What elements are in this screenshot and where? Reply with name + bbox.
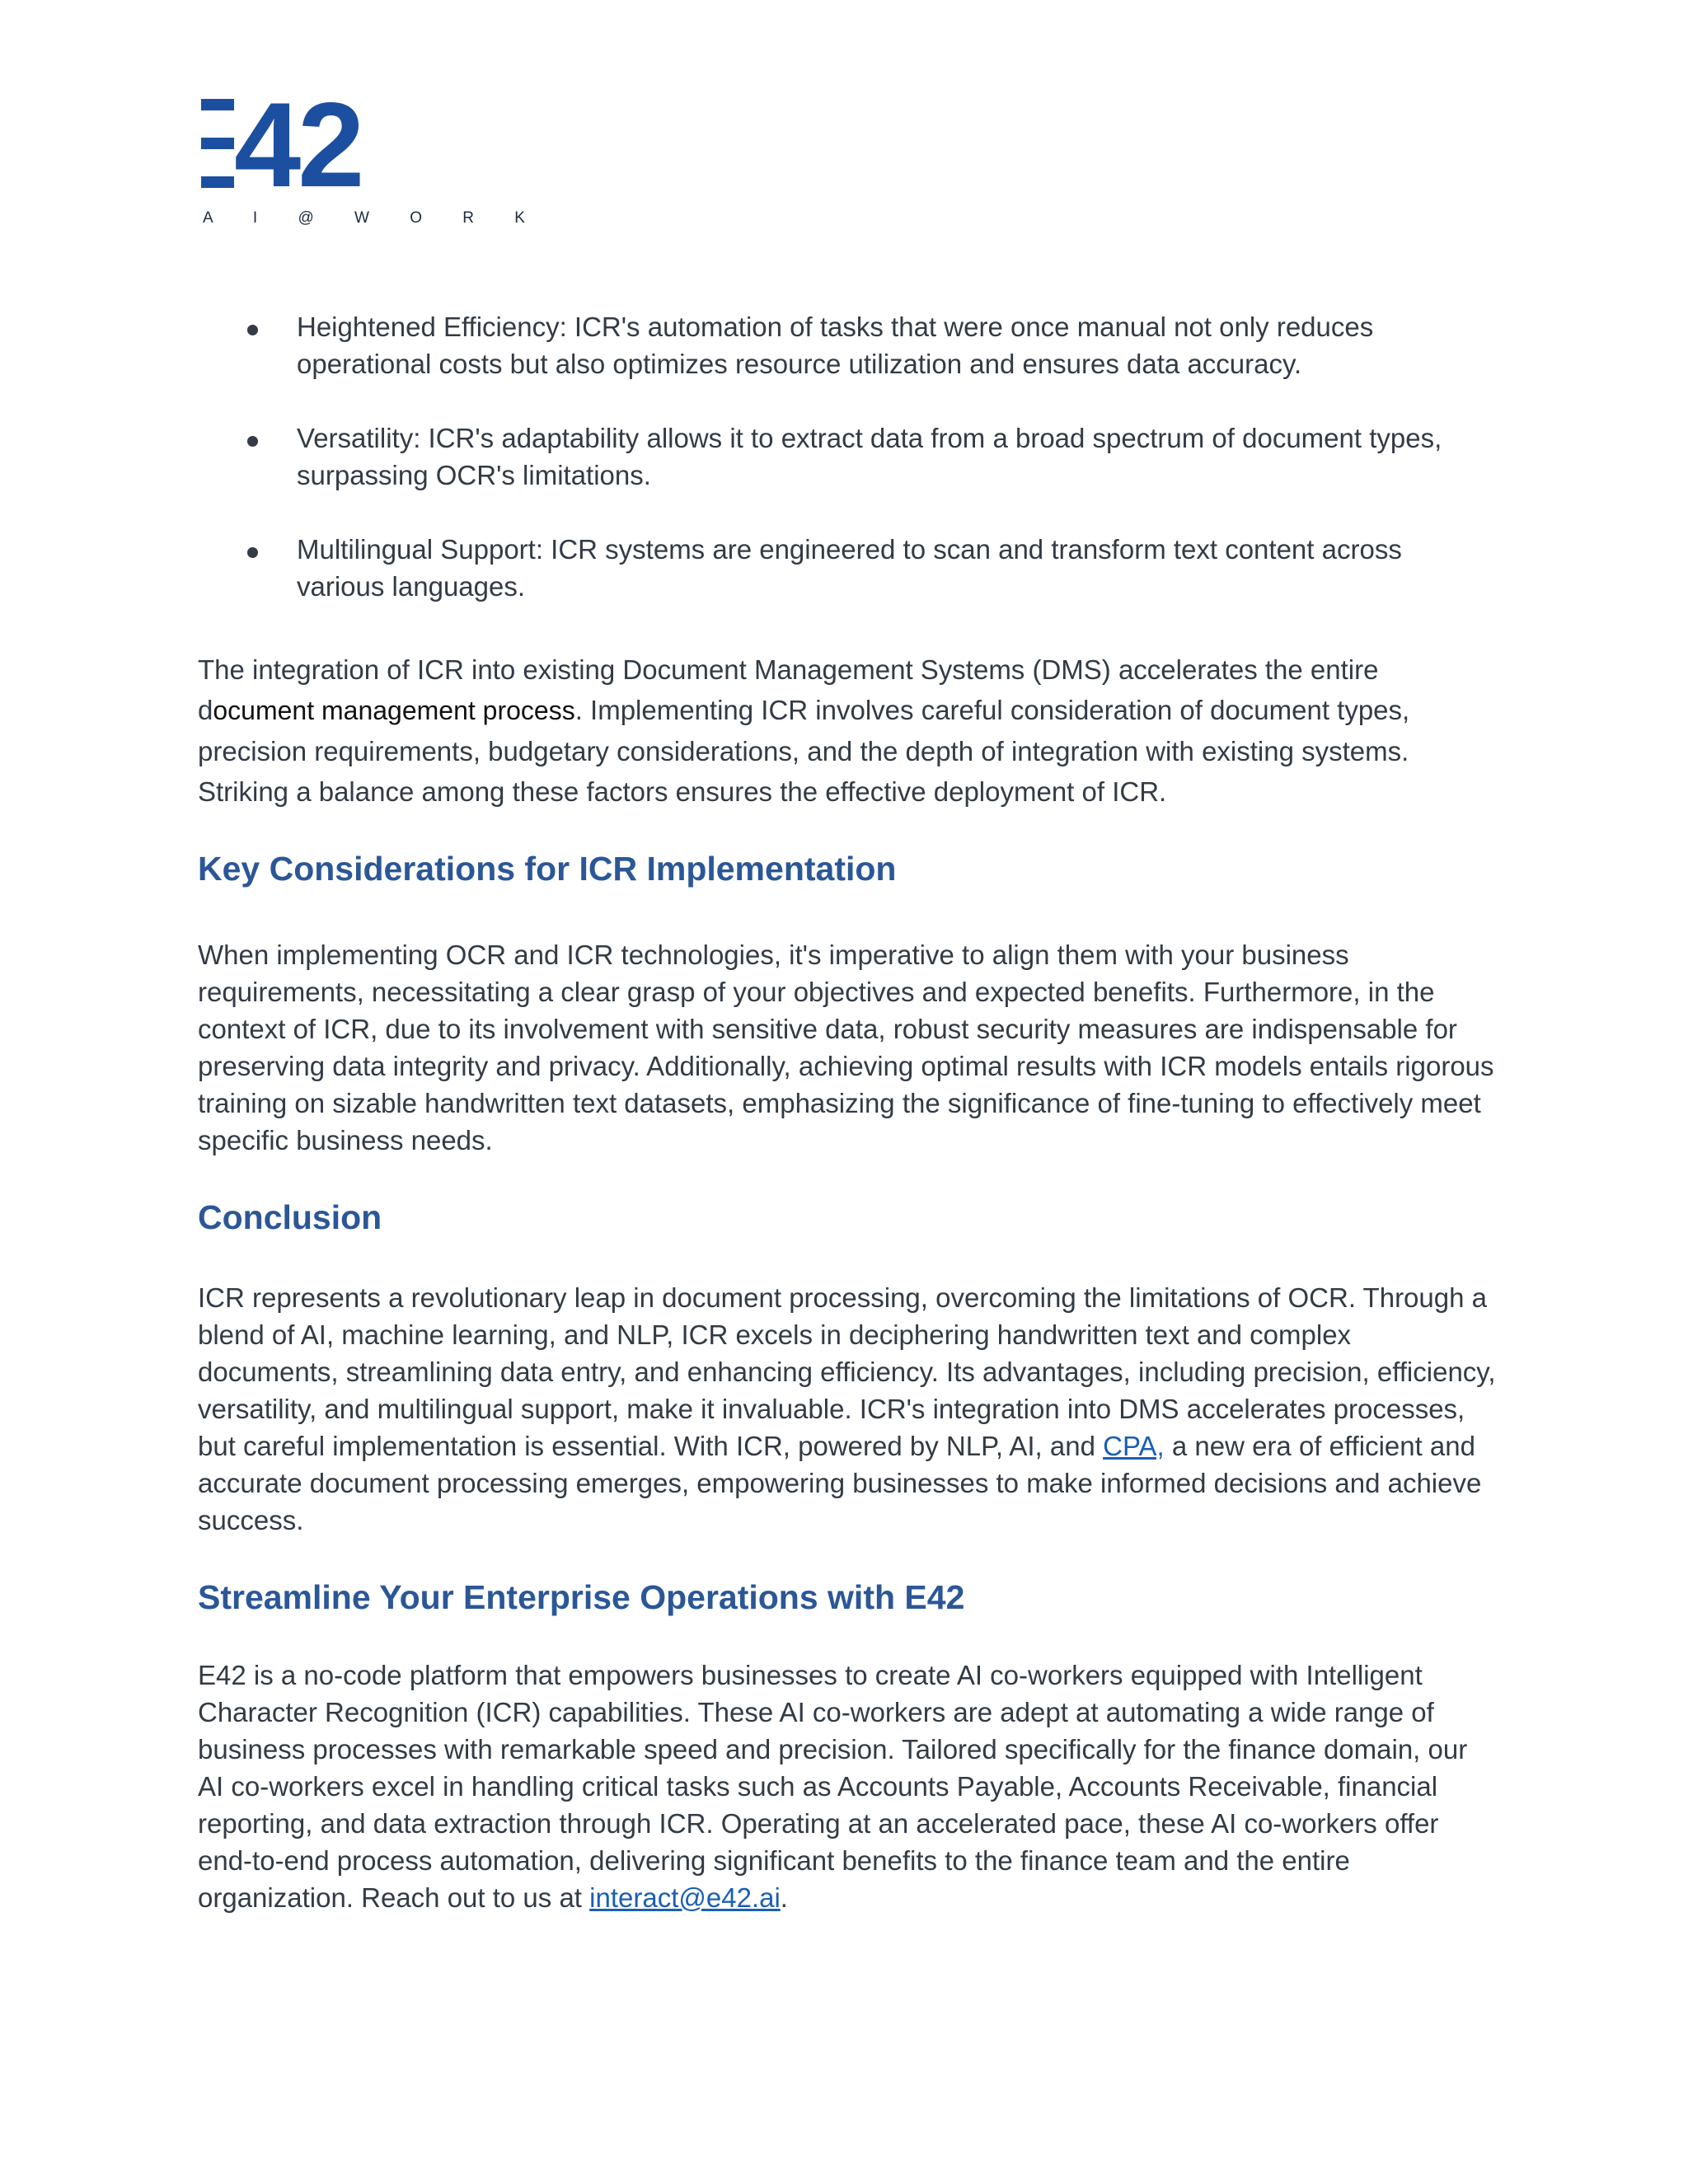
- integration-text-2: ocument management process: [213, 696, 575, 725]
- list-item: Versatility: ICR's adaptability allows it to extract data from a broad spectrum of document types, surpassing OCR's limitations.: [246, 419, 1482, 494]
- logo-tagline: A I @ W O R K: [203, 209, 543, 227]
- email-link[interactable]: interact@e42.ai: [589, 1882, 781, 1913]
- streamline-text-2: .: [780, 1882, 788, 1913]
- logo-digits: 42: [234, 77, 362, 212]
- heading-key-considerations: Key Considerations for ICR Implementation: [198, 850, 897, 888]
- key-considerations-paragraph: When implementing OCR and ICR technologies, it's imperative to align them with your business requirements, necessitating a clear grasp of your objectives and expected benefits. Furthermore, in the context of ICR, due to its involvement with sensitive data, robust security measures are indispensable for preserving data integrity and privacy. Additionally, achieving optimal results with ICR models entails rigorous training on sizable handwritten text datasets, emphasizing the significance of fine-tuning to effectively meet specific business needs.: [198, 940, 1494, 1155]
- advantages-list: [246, 308, 1482, 642]
- logo-e-bars: [201, 99, 236, 188]
- logo-mark: [201, 77, 424, 212]
- list-item: Multilingual Support: ICR systems are engineered to scan and transform text content across various languages.: [246, 531, 1482, 605]
- heading-streamline: Streamline Your Enterprise Operations with E42: [198, 1578, 965, 1616]
- heading-conclusion: Conclusion: [198, 1198, 382, 1236]
- e42-logo: [201, 77, 543, 227]
- list-item: Heightened Efficiency: ICR's automation of tasks that were once manual not only reduces operational costs but also optimizes resource utilization and ensures data accuracy.: [246, 308, 1482, 382]
- cpa-link[interactable]: CPA,: [1103, 1431, 1165, 1461]
- streamline-text-1: E42 is a no-code platform that empowers businesses to create AI co-workers equipped with Intelligent Character Recognition (ICR) capabilities. These AI co-workers are adept at automating a wide range of business processes with remarkable speed and precision. Tailored specifically for the finance domain, our AI co-workers excel in handling critical tasks such as Accounts Payable, Accounts Receivable, financial reporting, and data extraction through ICR. Operating at an accelerated pace, these AI co-workers offer end-to-end process automation, delivering significant benefits to the finance team and the entire organization. Reach out to us at: [198, 1660, 1468, 1913]
- integration-text-3: . Implementing ICR involves careful consideration of document types, precision requirements, budgetary considerations, and the depth of integration with existing systems. Striking a balance among these factors ensures the effective deployment of ICR.: [198, 695, 1410, 807]
- conclusion-text-1: ICR represents a revolutionary leap in document processing, overcoming the limitations of OCR. Through a blend of AI, machine learning, and NLP, ICR excels in deciphering handwritten text and complex documents, streamlining data entry, and enhancing efficiency. Its advantages, including precision, efficiency, versatility, and multilingual support, make it invaluable. ICR's integration into DMS accelerates processes, but careful implementation is essential. With ICR, powered by NLP, AI, and: [198, 1282, 1496, 1461]
- integration-text-1: The integration of ICR into existing Document Management Systems (DMS) accelerates the entire d: [198, 654, 1379, 725]
- integration-paragraph: [198, 649, 1496, 812]
- streamline-paragraph: [198, 1657, 1496, 1916]
- conclusion-text-2: a new era of efficient and accurate document processing emerges, empowering businesses to make informed decisions and achieve success.: [198, 1431, 1482, 1535]
- conclusion-paragraph: [198, 1279, 1496, 1539]
